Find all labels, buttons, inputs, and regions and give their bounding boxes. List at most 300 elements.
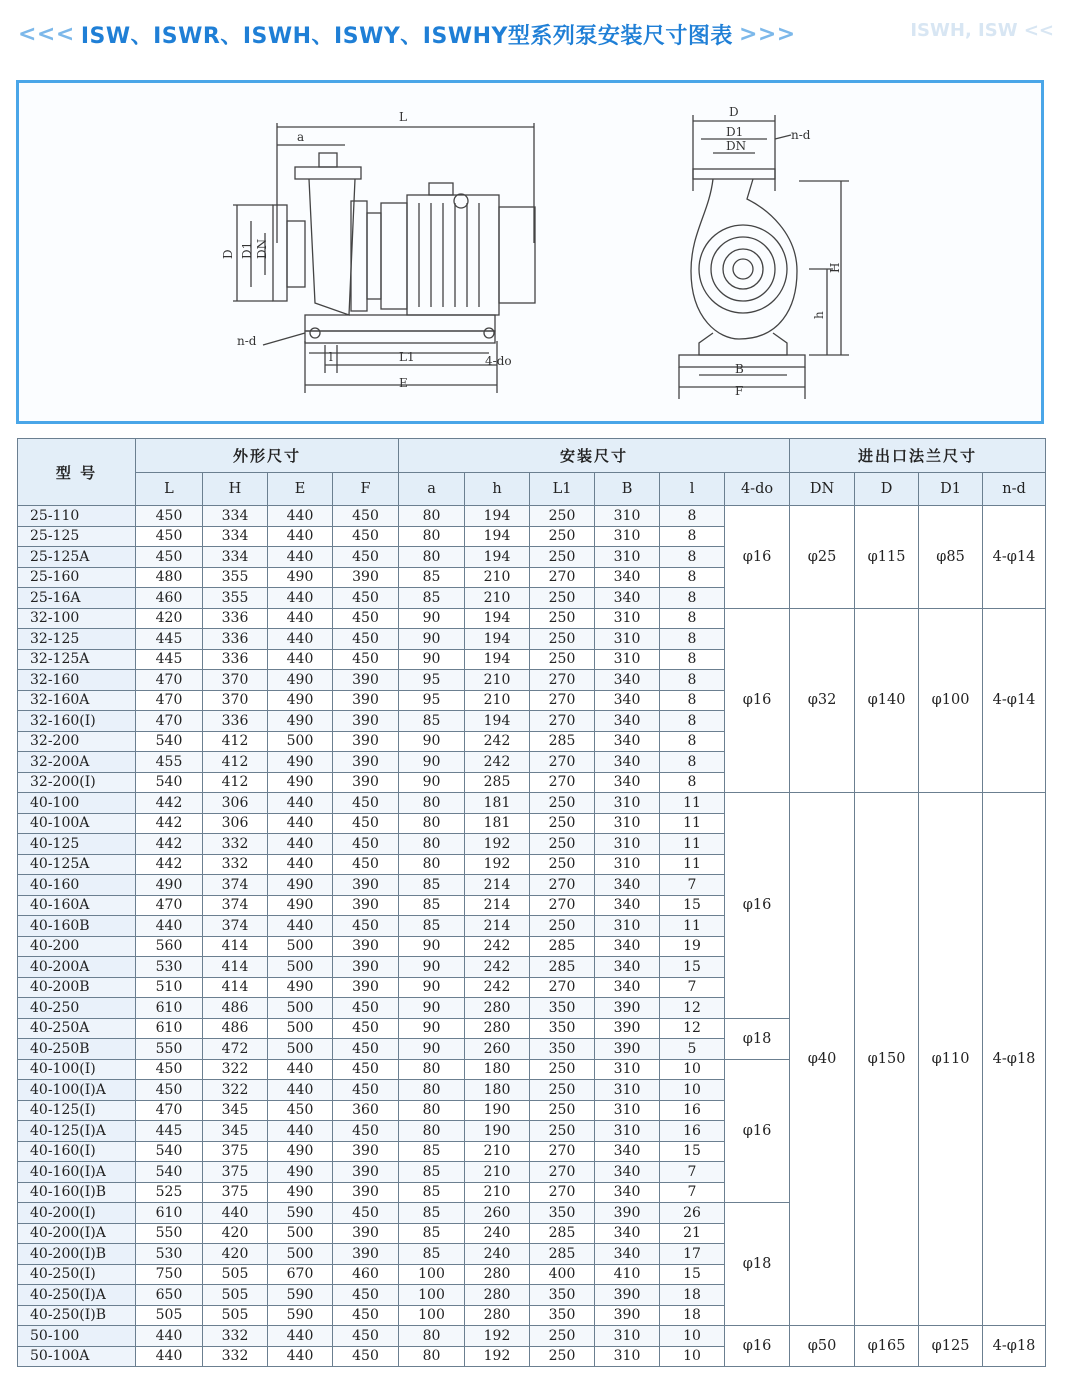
value-cell: 390 xyxy=(333,711,399,732)
header-install-dims: 安装尺寸 xyxy=(399,439,790,473)
value-cell: 270 xyxy=(530,1162,595,1183)
value-cell: 440 xyxy=(268,547,333,568)
value-cell: 440 xyxy=(203,1203,268,1224)
value-cell: 80 xyxy=(399,1326,465,1347)
value-cell: 270 xyxy=(530,567,595,588)
value-cell: 8 xyxy=(660,731,725,752)
value-cell: 10 xyxy=(660,1346,725,1367)
value-cell: 270 xyxy=(530,875,595,896)
value-cell: 340 xyxy=(595,711,660,732)
value-cell: 310 xyxy=(595,649,660,670)
value-cell: 250 xyxy=(530,506,595,527)
value-cell: 270 xyxy=(530,670,595,691)
value-cell: 350 xyxy=(530,1305,595,1326)
label-l-side: l xyxy=(329,350,333,364)
value-cell: 390 xyxy=(595,1039,660,1060)
value-cell: 190 xyxy=(465,1100,530,1121)
value-cell: 445 xyxy=(136,649,203,670)
value-cell: 490 xyxy=(268,1141,333,1162)
value-cell: 490 xyxy=(268,711,333,732)
value-cell: 450 xyxy=(333,1039,399,1060)
value-cell: 560 xyxy=(136,936,203,957)
flange-DN-cell: φ40 xyxy=(790,793,855,1326)
flange-D1-cell: φ100 xyxy=(919,608,983,793)
value-cell: 190 xyxy=(465,1121,530,1142)
value-cell: 80 xyxy=(399,793,465,814)
model-cell: 40-100(I) xyxy=(18,1059,136,1080)
value-cell: 670 xyxy=(268,1264,333,1285)
value-cell: 414 xyxy=(203,977,268,998)
value-cell: 336 xyxy=(203,608,268,629)
value-cell: 472 xyxy=(203,1039,268,1060)
value-cell: 250 xyxy=(530,834,595,855)
flange-DN-cell: φ25 xyxy=(790,506,855,609)
value-cell: 450 xyxy=(333,1326,399,1347)
value-cell: 450 xyxy=(333,506,399,527)
value-cell: 15 xyxy=(660,957,725,978)
value-cell: 192 xyxy=(465,1346,530,1367)
value-cell: 390 xyxy=(333,895,399,916)
value-cell: 90 xyxy=(399,1039,465,1060)
value-cell: 340 xyxy=(595,670,660,691)
value-cell: 450 xyxy=(333,526,399,547)
do-group-cell: φ16 xyxy=(725,506,790,609)
value-cell: 250 xyxy=(530,1346,595,1367)
value-cell: 450 xyxy=(333,1346,399,1367)
value-cell: 420 xyxy=(136,608,203,629)
model-cell: 50-100A xyxy=(18,1346,136,1367)
value-cell: 285 xyxy=(530,936,595,957)
value-cell: 490 xyxy=(268,752,333,773)
value-cell: 192 xyxy=(465,834,530,855)
value-cell: 270 xyxy=(530,977,595,998)
value-cell: 285 xyxy=(530,1223,595,1244)
value-cell: 80 xyxy=(399,1080,465,1101)
value-cell: 194 xyxy=(465,629,530,650)
label-D-side: D xyxy=(221,249,235,259)
value-cell: 412 xyxy=(203,731,268,752)
value-cell: 214 xyxy=(465,916,530,937)
value-cell: 450 xyxy=(333,1305,399,1326)
value-cell: 242 xyxy=(465,977,530,998)
value-cell: 390 xyxy=(333,567,399,588)
value-cell: 412 xyxy=(203,752,268,773)
flange-nd-cell: 4-φ18 xyxy=(983,1326,1046,1367)
value-cell: 550 xyxy=(136,1223,203,1244)
value-cell: 194 xyxy=(465,711,530,732)
model-cell: 40-250 xyxy=(18,998,136,1019)
value-cell: 90 xyxy=(399,1018,465,1039)
value-cell: 340 xyxy=(595,1141,660,1162)
value-cell: 11 xyxy=(660,793,725,814)
value-cell: 490 xyxy=(268,690,333,711)
value-cell: 11 xyxy=(660,854,725,875)
value-cell: 350 xyxy=(530,998,595,1019)
flange-nd-cell: 4-φ18 xyxy=(983,793,1046,1326)
value-cell: 250 xyxy=(530,1059,595,1080)
model-cell: 40-250B xyxy=(18,1039,136,1060)
value-cell: 242 xyxy=(465,752,530,773)
value-cell: 17 xyxy=(660,1244,725,1265)
label-DN-front: DN xyxy=(726,139,747,153)
value-cell: 7 xyxy=(660,875,725,896)
value-cell: 332 xyxy=(203,1326,268,1347)
value-cell: 336 xyxy=(203,711,268,732)
value-cell: 242 xyxy=(465,957,530,978)
value-cell: 90 xyxy=(399,977,465,998)
col-4-do: 4-do xyxy=(725,473,790,506)
value-cell: 505 xyxy=(203,1264,268,1285)
value-cell: 540 xyxy=(136,772,203,793)
value-cell: 390 xyxy=(595,1305,660,1326)
do-group-cell: φ18 xyxy=(725,1018,790,1059)
col-DN: DN xyxy=(790,473,855,506)
model-cell: 40-125A xyxy=(18,854,136,875)
value-cell: 510 xyxy=(136,977,203,998)
value-cell: 460 xyxy=(136,588,203,609)
label-n-d-side: n-d xyxy=(237,334,257,348)
label-DN-side: DN xyxy=(255,238,269,259)
model-cell: 40-200A xyxy=(18,957,136,978)
value-cell: 310 xyxy=(595,547,660,568)
value-cell: 85 xyxy=(399,1244,465,1265)
value-cell: 390 xyxy=(333,875,399,896)
model-cell: 32-125A xyxy=(18,649,136,670)
value-cell: 440 xyxy=(268,1346,333,1367)
value-cell: 310 xyxy=(595,1100,660,1121)
value-cell: 310 xyxy=(595,1059,660,1080)
value-cell: 590 xyxy=(268,1305,333,1326)
value-cell: 340 xyxy=(595,752,660,773)
value-cell: 90 xyxy=(399,957,465,978)
table-row xyxy=(18,793,1046,814)
value-cell: 270 xyxy=(530,752,595,773)
value-cell: 85 xyxy=(399,711,465,732)
value-cell: 250 xyxy=(530,793,595,814)
value-cell: 340 xyxy=(595,895,660,916)
value-cell: 440 xyxy=(136,1326,203,1347)
model-cell: 32-100 xyxy=(18,608,136,629)
model-cell: 40-125(I) xyxy=(18,1100,136,1121)
model-cell: 40-250(I)A xyxy=(18,1285,136,1306)
do-group-cell: φ16 xyxy=(725,1059,790,1203)
do-group-cell: φ16 xyxy=(725,1326,790,1367)
value-cell: 242 xyxy=(465,936,530,957)
model-cell: 32-200(I) xyxy=(18,772,136,793)
value-cell: 390 xyxy=(333,1223,399,1244)
installation-drawing xyxy=(16,80,1044,424)
value-cell: 250 xyxy=(530,1326,595,1347)
value-cell: 440 xyxy=(136,916,203,937)
value-cell: 260 xyxy=(465,1203,530,1224)
label-F: F xyxy=(735,384,744,398)
value-cell: 310 xyxy=(595,1326,660,1347)
value-cell: 310 xyxy=(595,506,660,527)
value-cell: 260 xyxy=(465,1039,530,1060)
value-cell: 610 xyxy=(136,1203,203,1224)
value-cell: 390 xyxy=(595,1203,660,1224)
model-cell: 25-125A xyxy=(18,547,136,568)
value-cell: 350 xyxy=(530,1285,595,1306)
model-cell: 25-160 xyxy=(18,567,136,588)
value-cell: 442 xyxy=(136,793,203,814)
model-cell: 40-250(I)B xyxy=(18,1305,136,1326)
value-cell: 450 xyxy=(333,547,399,568)
value-cell: 440 xyxy=(268,526,333,547)
model-cell: 40-160A xyxy=(18,895,136,916)
value-cell: 310 xyxy=(595,1080,660,1101)
value-cell: 500 xyxy=(268,1018,333,1039)
value-cell: 250 xyxy=(530,649,595,670)
value-cell: 285 xyxy=(465,772,530,793)
value-cell: 192 xyxy=(465,1326,530,1347)
value-cell: 210 xyxy=(465,1182,530,1203)
value-cell: 15 xyxy=(660,1264,725,1285)
value-cell: 250 xyxy=(530,1121,595,1142)
label-h: h xyxy=(812,311,826,319)
value-cell: 80 xyxy=(399,834,465,855)
value-cell: 26 xyxy=(660,1203,725,1224)
value-cell: 590 xyxy=(268,1203,333,1224)
value-cell: 90 xyxy=(399,629,465,650)
value-cell: 750 xyxy=(136,1264,203,1285)
value-cell: 360 xyxy=(333,1100,399,1121)
value-cell: 80 xyxy=(399,506,465,527)
value-cell: 10 xyxy=(660,1059,725,1080)
value-cell: 250 xyxy=(530,547,595,568)
value-cell: 250 xyxy=(530,1080,595,1101)
value-cell: 90 xyxy=(399,731,465,752)
value-cell: 500 xyxy=(268,731,333,752)
value-cell: 18 xyxy=(660,1285,725,1306)
value-cell: 450 xyxy=(136,1059,203,1080)
value-cell: 390 xyxy=(595,1285,660,1306)
flange-D-cell: φ115 xyxy=(855,506,919,609)
value-cell: 310 xyxy=(595,1121,660,1142)
flange-D-cell: φ150 xyxy=(855,793,919,1326)
value-cell: 8 xyxy=(660,608,725,629)
value-cell: 440 xyxy=(268,854,333,875)
value-cell: 100 xyxy=(399,1305,465,1326)
value-cell: 440 xyxy=(268,834,333,855)
model-cell: 40-160(I)B xyxy=(18,1182,136,1203)
value-cell: 525 xyxy=(136,1182,203,1203)
value-cell: 400 xyxy=(530,1264,595,1285)
value-cell: 340 xyxy=(595,936,660,957)
value-cell: 334 xyxy=(203,506,268,527)
value-cell: 450 xyxy=(136,526,203,547)
value-cell: 450 xyxy=(333,1121,399,1142)
flange-D-cell: φ165 xyxy=(855,1326,919,1367)
value-cell: 285 xyxy=(530,957,595,978)
value-cell: 490 xyxy=(136,875,203,896)
value-cell: 336 xyxy=(203,629,268,650)
value-cell: 500 xyxy=(268,1223,333,1244)
model-cell: 40-250A xyxy=(18,1018,136,1039)
value-cell: 334 xyxy=(203,547,268,568)
model-cell: 32-160(I) xyxy=(18,711,136,732)
header-model: 型 号 xyxy=(18,439,136,506)
value-cell: 450 xyxy=(333,588,399,609)
value-cell: 85 xyxy=(399,1203,465,1224)
label-L: L xyxy=(399,110,407,124)
value-cell: 440 xyxy=(268,629,333,650)
value-cell: 210 xyxy=(465,567,530,588)
table-row xyxy=(18,608,1046,629)
value-cell: 550 xyxy=(136,1039,203,1060)
value-cell: 374 xyxy=(203,895,268,916)
value-cell: 460 xyxy=(333,1264,399,1285)
value-cell: 270 xyxy=(530,895,595,916)
value-cell: 445 xyxy=(136,1121,203,1142)
value-cell: 440 xyxy=(268,793,333,814)
value-cell: 450 xyxy=(333,813,399,834)
value-cell: 192 xyxy=(465,854,530,875)
value-cell: 280 xyxy=(465,1018,530,1039)
value-cell: 390 xyxy=(333,1141,399,1162)
value-cell: 490 xyxy=(268,977,333,998)
pump-drawing-svg xyxy=(19,83,1041,421)
value-cell: 440 xyxy=(268,588,333,609)
col-B: B xyxy=(595,473,660,506)
value-cell: 420 xyxy=(203,1223,268,1244)
value-cell: 7 xyxy=(660,1182,725,1203)
value-cell: 500 xyxy=(268,936,333,957)
value-cell: 270 xyxy=(530,1182,595,1203)
model-cell: 40-125 xyxy=(18,834,136,855)
value-cell: 390 xyxy=(595,998,660,1019)
value-cell: 450 xyxy=(136,1080,203,1101)
value-cell: 240 xyxy=(465,1223,530,1244)
value-cell: 8 xyxy=(660,526,725,547)
model-cell: 40-160(I) xyxy=(18,1141,136,1162)
value-cell: 8 xyxy=(660,567,725,588)
value-cell: 350 xyxy=(530,1039,595,1060)
left-arrows: <<< xyxy=(18,21,75,47)
value-cell: 21 xyxy=(660,1223,725,1244)
header-outer-dims: 外形尺寸 xyxy=(136,439,399,473)
value-cell: 440 xyxy=(268,1080,333,1101)
label-H: H xyxy=(828,262,842,273)
value-cell: 442 xyxy=(136,854,203,875)
value-cell: 530 xyxy=(136,1244,203,1265)
value-cell: 310 xyxy=(595,629,660,650)
value-cell: 240 xyxy=(465,1244,530,1265)
value-cell: 340 xyxy=(595,588,660,609)
value-cell: 450 xyxy=(333,608,399,629)
label-n-d-front: n-d xyxy=(791,128,811,142)
do-group-cell: φ18 xyxy=(725,1203,790,1326)
value-cell: 310 xyxy=(595,854,660,875)
value-cell: 8 xyxy=(660,547,725,568)
value-cell: 450 xyxy=(333,854,399,875)
value-cell: 390 xyxy=(333,977,399,998)
model-cell: 32-160 xyxy=(18,670,136,691)
value-cell: 90 xyxy=(399,649,465,670)
value-cell: 8 xyxy=(660,629,725,650)
value-cell: 442 xyxy=(136,834,203,855)
value-cell: 440 xyxy=(268,916,333,937)
value-cell: 250 xyxy=(530,854,595,875)
value-cell: 420 xyxy=(203,1244,268,1265)
label-D1-front: D1 xyxy=(726,125,744,139)
value-cell: 10 xyxy=(660,1080,725,1101)
value-cell: 470 xyxy=(136,1100,203,1121)
value-cell: 390 xyxy=(333,731,399,752)
col-F: F xyxy=(333,473,399,506)
value-cell: 8 xyxy=(660,506,725,527)
value-cell: 250 xyxy=(530,1100,595,1121)
value-cell: 80 xyxy=(399,1100,465,1121)
value-cell: 85 xyxy=(399,895,465,916)
value-cell: 16 xyxy=(660,1121,725,1142)
model-cell: 40-125(I)A xyxy=(18,1121,136,1142)
value-cell: 310 xyxy=(595,813,660,834)
value-cell: 310 xyxy=(595,1346,660,1367)
value-cell: 455 xyxy=(136,752,203,773)
value-cell: 355 xyxy=(203,567,268,588)
value-cell: 390 xyxy=(333,670,399,691)
value-cell: 85 xyxy=(399,1223,465,1244)
do-group-cell: φ16 xyxy=(725,608,790,793)
value-cell: 210 xyxy=(465,1162,530,1183)
flange-nd-cell: 4-φ14 xyxy=(983,608,1046,793)
value-cell: 490 xyxy=(268,567,333,588)
value-cell: 490 xyxy=(268,895,333,916)
value-cell: 345 xyxy=(203,1121,268,1142)
label-B: B xyxy=(735,362,744,376)
value-cell: 194 xyxy=(465,547,530,568)
do-group-cell: φ16 xyxy=(725,793,790,1019)
value-cell: 310 xyxy=(595,916,660,937)
ghost-watermark-text: ISWH, ISW << xyxy=(910,20,1054,41)
value-cell: 355 xyxy=(203,588,268,609)
value-cell: 450 xyxy=(333,629,399,650)
value-cell: 340 xyxy=(595,567,660,588)
value-cell: 410 xyxy=(595,1264,660,1285)
value-cell: 11 xyxy=(660,813,725,834)
value-cell: 500 xyxy=(268,998,333,1019)
value-cell: 340 xyxy=(595,731,660,752)
model-cell: 40-250(I) xyxy=(18,1264,136,1285)
value-cell: 490 xyxy=(268,1162,333,1183)
value-cell: 440 xyxy=(268,608,333,629)
value-cell: 340 xyxy=(595,977,660,998)
col-D: D xyxy=(855,473,919,506)
value-cell: 8 xyxy=(660,772,725,793)
value-cell: 90 xyxy=(399,752,465,773)
model-cell: 40-100 xyxy=(18,793,136,814)
value-cell: 8 xyxy=(660,711,725,732)
value-cell: 370 xyxy=(203,690,268,711)
value-cell: 210 xyxy=(465,588,530,609)
value-cell: 310 xyxy=(595,526,660,547)
value-cell: 390 xyxy=(333,1162,399,1183)
value-cell: 450 xyxy=(333,998,399,1019)
model-cell: 32-200 xyxy=(18,731,136,752)
value-cell: 80 xyxy=(399,1346,465,1367)
value-cell: 450 xyxy=(333,1018,399,1039)
col-l: l xyxy=(660,473,725,506)
label-E: E xyxy=(399,376,408,390)
value-cell: 210 xyxy=(465,690,530,711)
value-cell: 450 xyxy=(333,793,399,814)
value-cell: 18 xyxy=(660,1305,725,1326)
col-E: E xyxy=(268,473,333,506)
col-n-d: n-d xyxy=(983,473,1046,506)
value-cell: 500 xyxy=(268,1039,333,1060)
value-cell: 505 xyxy=(136,1305,203,1326)
